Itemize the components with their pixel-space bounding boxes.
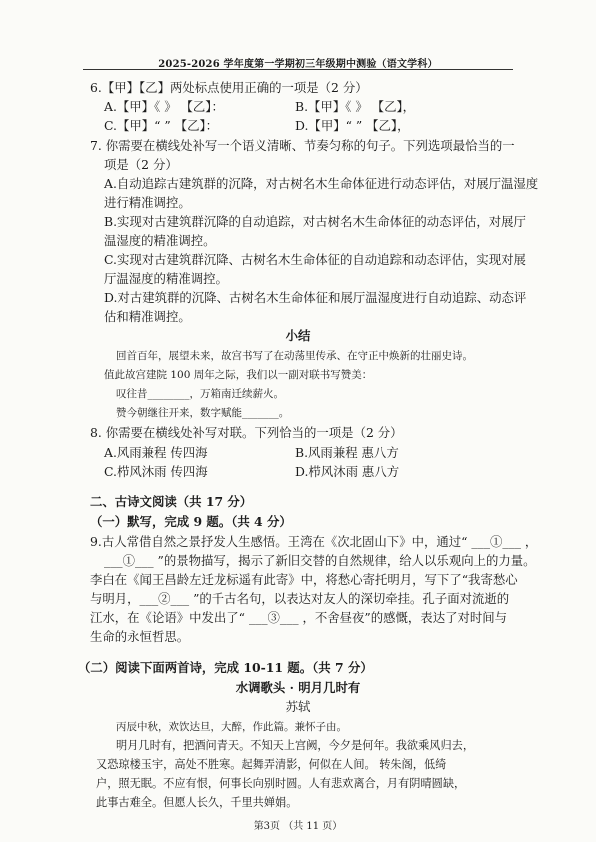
q9-line-6: 生命的永恒哲思。 (90, 629, 190, 644)
q7-option-d-2: 估和精准调控。 (104, 309, 191, 324)
q9-line-4: 与明月，___②___ ”的千古名句，以表达对友人的深切牵挂。孔子面对流逝的 (90, 591, 510, 606)
summary-paragraph-2: 值此故宫建院 100 周年之际，我们以一副对联书写赞美： (104, 369, 373, 381)
q7-stem-2: 项是（2 分） (104, 157, 178, 172)
poem-line-1: 明月几时有，把酒问青天。不知天上宫阙，今夕是何年。我欲乘风归去， (116, 739, 475, 752)
q9-line-2: ___①___ ”的景物描写，揭示了新旧交替的自然规律，给人以乐观向上的力量。 (104, 553, 536, 568)
q7-option-c-1: C.实现对古建筑群沉降、古树名木生命体征的自动追踪和动态评估，实现对展 (104, 252, 526, 267)
q9-line-3: 李白在《闻王昌龄左迁龙标遥有此寄》中，将愁心寄托明月，写下了“我寄愁心 (90, 572, 518, 587)
couplet-line-1: 叹往昔________，万箱南迁续薪火。 (116, 388, 284, 400)
q7-option-b-2: 温湿度的精准调控。 (104, 233, 216, 248)
q7-stem-1: 7. 你需要在横线处补写一个语义清晰、节奏匀称的句子。下列选项最恰当的一 (90, 138, 515, 153)
poem-preface: 丙辰中秋，欢饮达旦，大醉，作此篇。兼怀子由。 (116, 721, 347, 733)
q6-option-d: D.【甲】“ ” 【乙】， (295, 118, 410, 133)
q9-line-1: 9.古人常借自然之景抒发人生感悟。王湾在《次北固山下》中，通过“ ___①___ ， (90, 534, 538, 549)
page-header: 2025-2026 学年度第一学期初三年级期中测验（语文学科） (158, 59, 438, 70)
poem-title: 水调歌头 · 明月几时有 (235, 680, 361, 695)
q8-option-c: C.栉风沐雨 传四海 (104, 464, 208, 479)
q8-option-a: A.风雨兼程 传四海 (104, 445, 208, 460)
q7-option-d-1: D.对古建筑群的沉降、古树名木生命体征和展厅温湿度进行自动追踪、动态评 (104, 290, 527, 305)
summary-title: 小结 (285, 328, 311, 343)
section-2-sub-2: （二）阅读下面两首诗，完成 10-11 题。（共 7 分） (78, 660, 373, 675)
poem-line-4: 此事古难全。但愿人长久，千里共婵娟。 (96, 796, 298, 809)
page-footer: 第3页 （共 11 页） (253, 821, 343, 832)
q7-option-b-1: B.实现对古建筑群沉降的自动追踪，对古树名木生命体征的动态评估，对展厅 (104, 214, 526, 229)
q6-option-c: C.【甲】“ ” 【乙】： (104, 118, 219, 133)
q9-line-5: 江水，在《论语》中发出了“ ___③___ ，不舍昼夜”的感慨，表达了对时间与 (90, 610, 508, 625)
q7-option-a-1: A.自动追踪古建筑群的沉降，对古树名木生命体征进行动态评估，对展厅温湿度 (104, 176, 539, 191)
section-2-title: 二、古诗文阅读（共 17 分） (90, 494, 253, 509)
q8-option-b: B.风雨兼程 惠八方 (295, 445, 399, 460)
header-rule (83, 69, 513, 70)
q8-option-d: D.栉风沐雨 惠八方 (295, 464, 400, 479)
summary-paragraph-1: 回首百年，展望未来，故宫书写了在动荡里传承、在守正中焕新的壮丽史诗。 (116, 350, 473, 362)
section-2-sub-1: （一）默写，完成 9 题。（共 4 分） (90, 514, 292, 529)
q6-option-a: A.【甲】《 》 【乙】： (104, 99, 224, 114)
q7-option-a-2: 进行精准调控。 (104, 195, 191, 210)
q8-stem: 8. 你需要在横线处补写对联。下列恰当的一项是（2 分） (90, 425, 403, 440)
q6-stem: 6.【甲】【乙】两处标点使用正确的一项是（2 分） (90, 80, 368, 95)
poem-line-3: 户，照无眠。不应有恨，何事长向别时圆。人有悲欢离合，月有阴晴圆缺， (96, 777, 466, 790)
poem-author: 苏轼 (285, 699, 311, 714)
poem-line-2: 又恐琼楼玉宇，高处不胜寒。起舞弄清影，何似在人间。 转朱阁，低绮 (96, 758, 447, 771)
q6-option-b: B.【甲】《 》 【乙】， (295, 99, 416, 114)
q7-option-c-2: 厅温湿度的精准调控。 (104, 271, 228, 286)
couplet-line-2: 赞今朝继往开来，数字赋能_______。 (116, 407, 290, 419)
